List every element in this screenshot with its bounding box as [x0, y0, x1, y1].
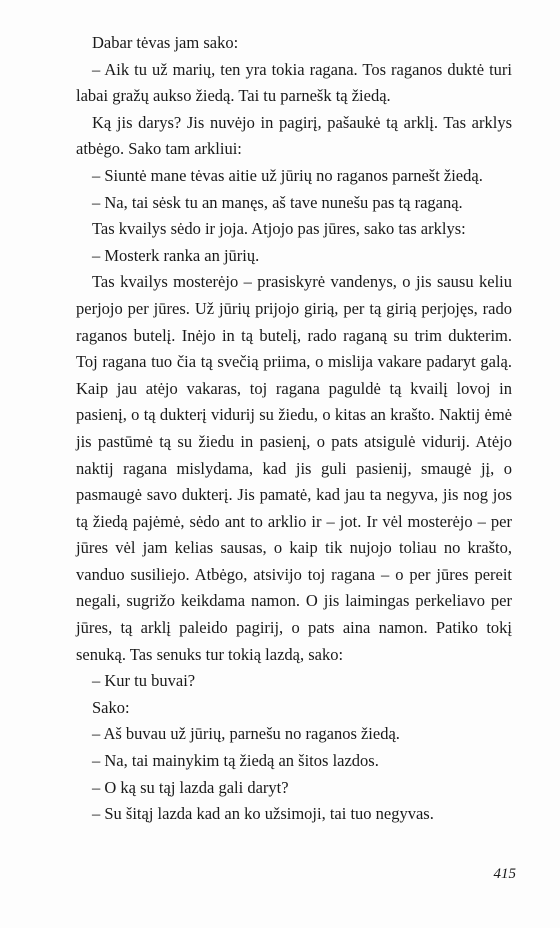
paragraph: – Na, tai mainykim tą žiedą an šitos lazdos.: [92, 751, 379, 771]
paragraph: – Su šitąj lazda kad an ko užsimoji, tai tuo negyvas.: [92, 804, 434, 824]
paragraph: Tas kvailys mosterėjo – prasiskyrė vandenys, o jis sausu keliu perjojo per jūres. Už jūrių prijojo girią, per tą girią perjojęs, rado raganos butelį. Inėjo in tą butelį, rado raganą su trim dukterim. Toj ragana tuo čia tą svečią priima, o mislija vakare padaryt galą. Kaip jau atėjo vakaras, toj ragana paguldė tą kvailį lovoj in pasienį, o tą dukterį vidurij su žiedu, o kitas an krašto. Naktij ėmė jis pastūmė tą su žiedu in pasienį, o pats atsigulė vidurij. Atėjo naktij ragana mislydama, kad jis guli pasienij, smaugė jį, o pasmaugė savo dukterį. Jis pamatė, kad jau ta negyva, jis nog jos tą žiedą pajėmė, sėdo ant to arklio ir – jot. Ir vėl mosterėjo – per jūres vėl jam kelias sausas, o kaip tik nujojo toliau no krašto, vanduo susiliejo. Atbėgo, atsivijo toj ragana – o per jūres pereit negali, sugrižo keikdama namon. O jis laimingas perkeliavo per jūres, tą arklį paleido pagirij, o pats aina namon. Patiko tokį senuką. Tas senuks tur tokią lazdą, sako:: [76, 272, 512, 664]
paragraph: Dabar tėvas jam sako:: [92, 33, 239, 52]
paragraph: – Mosterk ranka an jūrių.: [92, 245, 260, 265]
paragraph: Sako:: [92, 697, 130, 717]
paragraph: – Kur tu buvai?: [92, 671, 196, 691]
page-number: 415: [493, 866, 516, 882]
paragraph: – Aik tu už marių, ten yra tokia ragana. Tos raganos duktė turi labai gražų aukso žiedą. Tai tu parnešk tą žiedą.: [76, 59, 512, 106]
paragraph: Ką jis darys? Jis nuvėjo in pagirį, pašaukė tą arklį. Tas arklys atbėgo. Sako tam arkliui:: [76, 112, 512, 159]
paragraph: Tas kvailys sėdo ir joja. Atjojo pas jūres, sako tas arklys:: [92, 219, 466, 239]
paragraph: – Aš buvau už jūrių, parnešu no raganos žiedą.: [92, 724, 400, 744]
paragraph: – O ką su tąj lazda gali daryt?: [92, 777, 289, 797]
paragraph: – Na, tai sėsk tu an manęs, aš tave nunešu pas tą raganą.: [92, 192, 463, 212]
body-text: [76, 30, 512, 828]
paragraph: – Siuntė mane tėvas aitie už jūrių no raganos parnešt žiedą.: [92, 165, 483, 185]
